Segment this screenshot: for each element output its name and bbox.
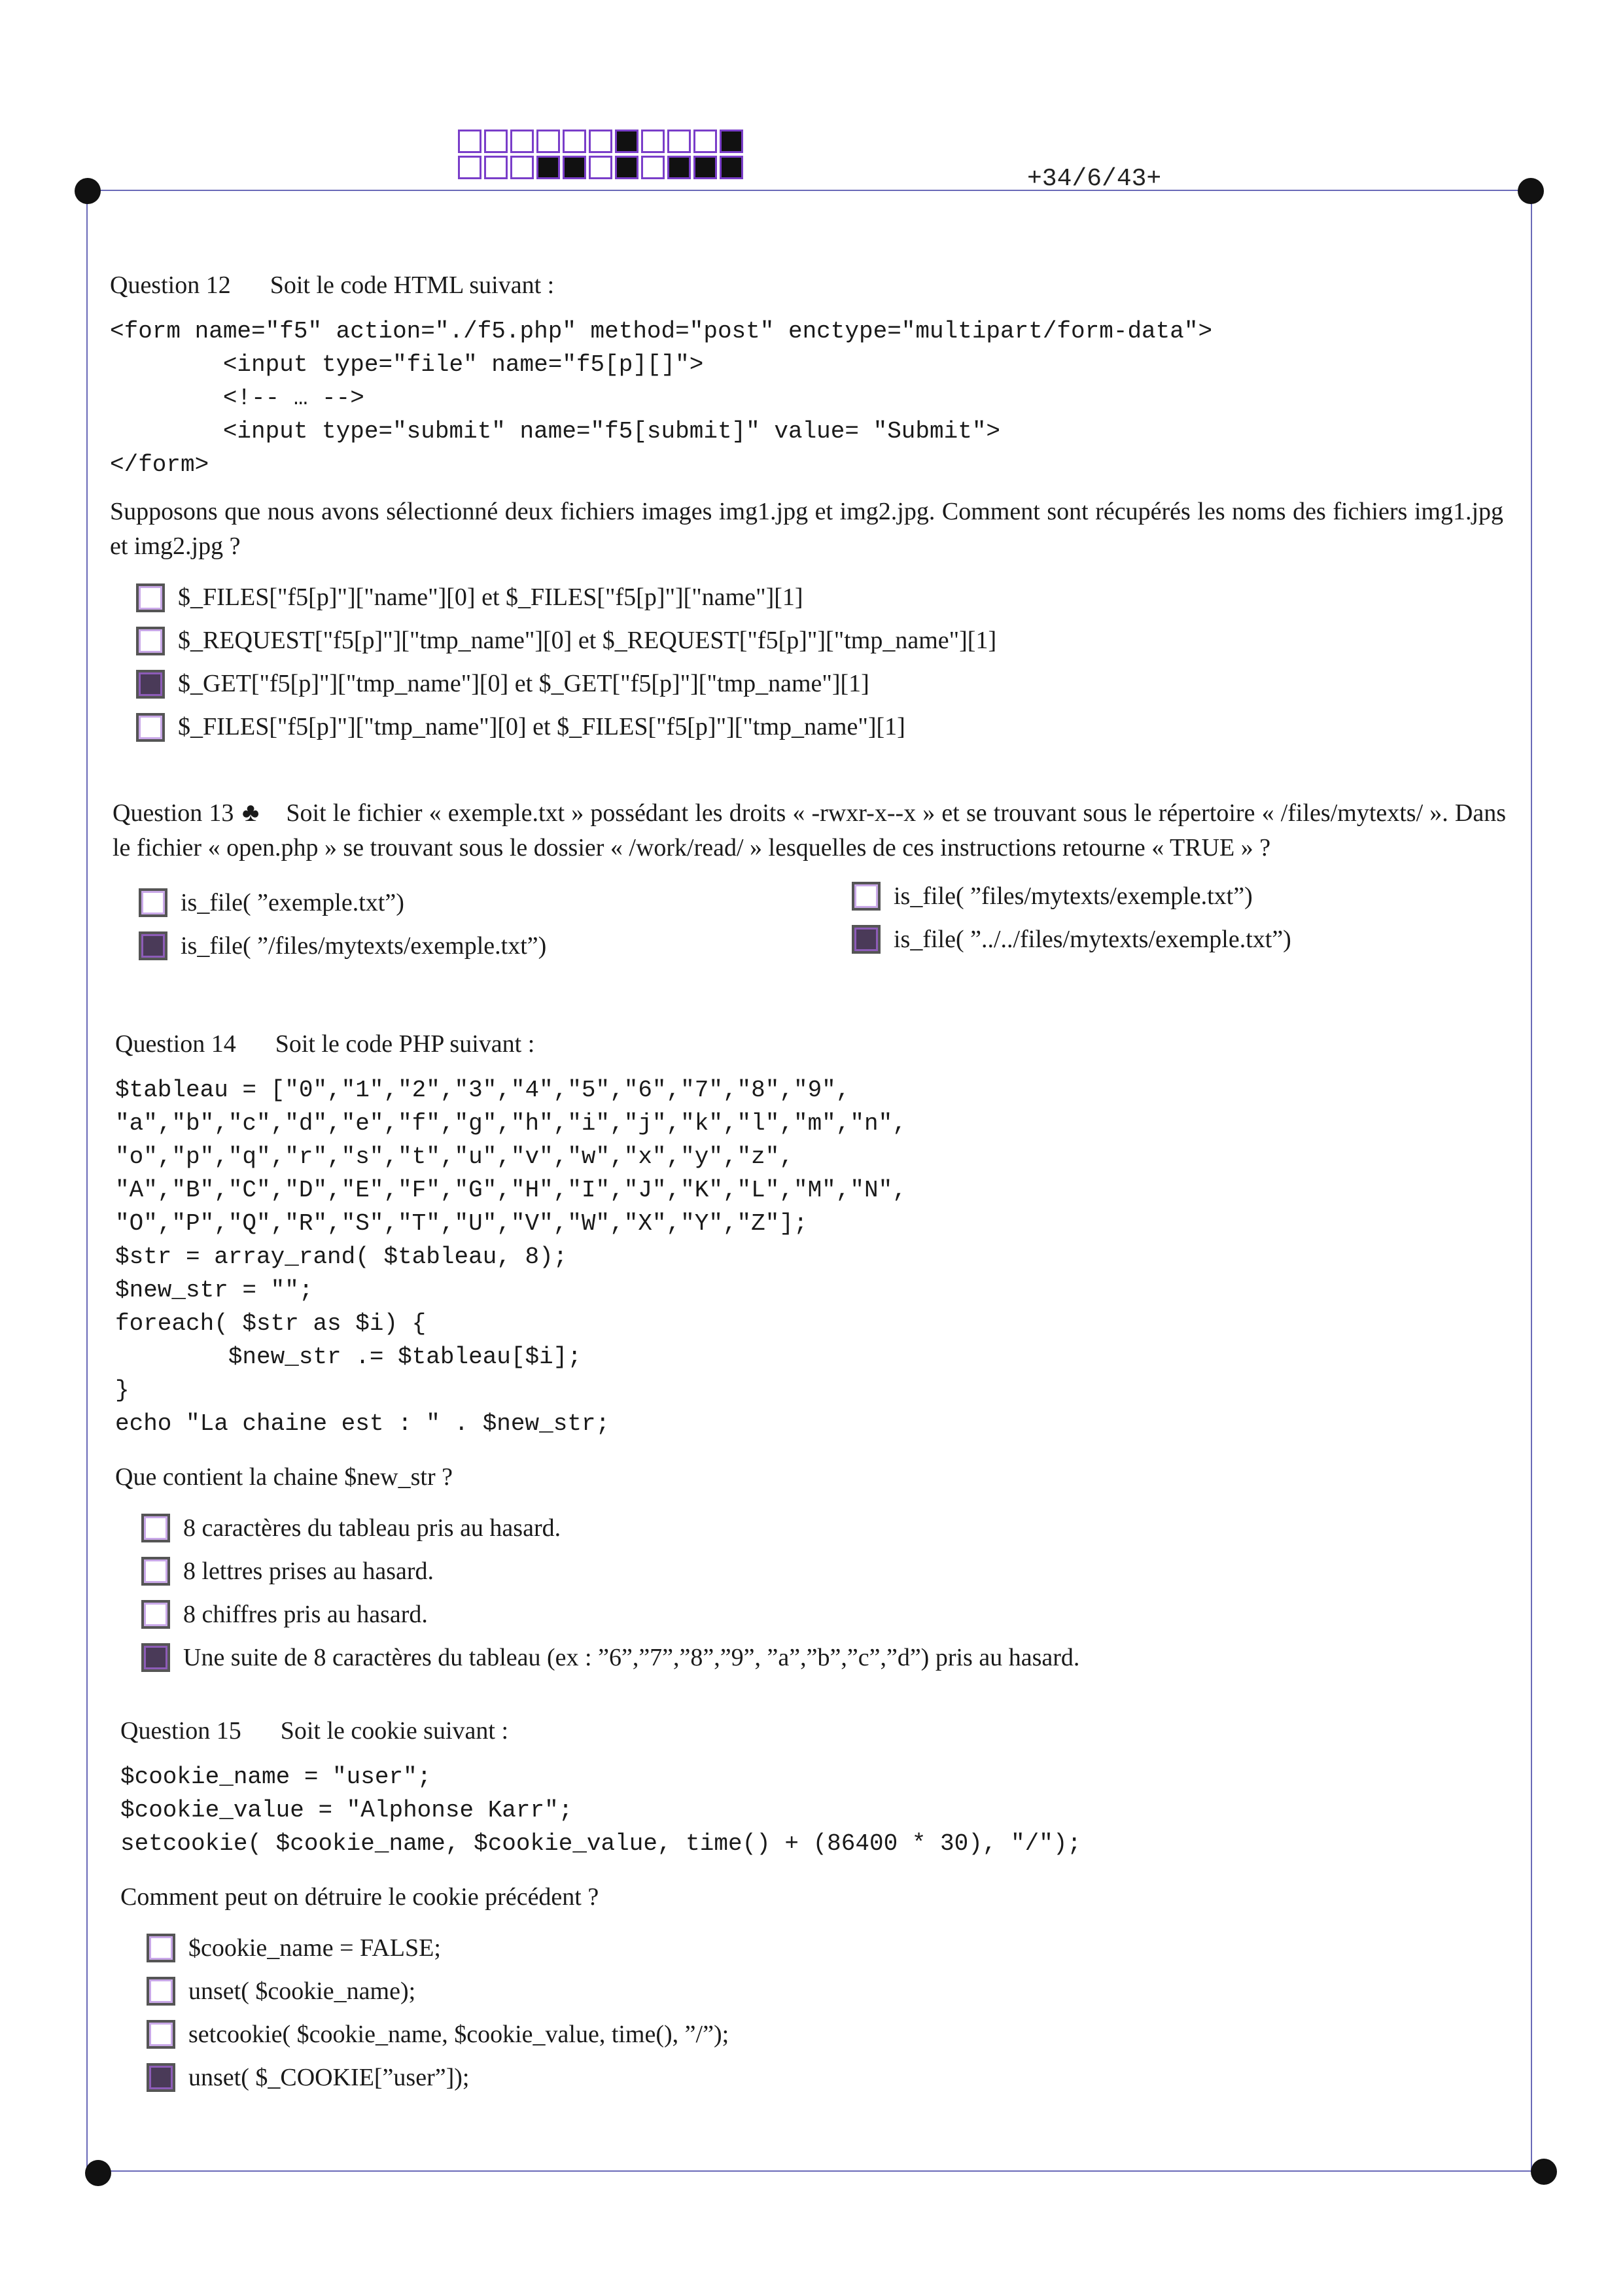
id-mark-cell xyxy=(641,130,665,153)
id-mark-cell xyxy=(458,156,481,179)
answer-option[interactable] xyxy=(139,881,852,924)
answer-label: 8 lettres prises au hasard. xyxy=(183,1557,434,1585)
checkbox[interactable] xyxy=(141,1557,170,1586)
question-number: Question 15 xyxy=(120,1717,241,1745)
answer-label: $_FILES["f5[p]"]["name"][0] et $_FILES["f5[p]"]["name"][1] xyxy=(178,583,803,611)
code-block: $cookie_name = "user"; $cookie_value = "Alphonse Karr"; setcookie( $cookie_name, $cookie_value, time() + (86400 * 30), "/"); xyxy=(120,1764,1082,1858)
question-text: Que contient la chaine $new_str ? xyxy=(115,1463,453,1491)
club-icon: ♣ xyxy=(241,797,260,827)
corner-mark-bottom-right xyxy=(1531,2159,1557,2185)
answer-option[interactable] xyxy=(136,576,1503,619)
question-intro: Soit le cookie suivant : xyxy=(280,1717,509,1745)
id-mark-cell xyxy=(510,130,534,153)
id-mark-cell xyxy=(615,130,638,153)
answer-label: $cookie_name = FALSE; xyxy=(188,1934,441,1962)
answer-option[interactable] xyxy=(147,2056,1514,2099)
question-14 xyxy=(115,1027,1509,1679)
id-mark-cell xyxy=(589,130,612,153)
answer-label: is_file( ”exemple.txt”) xyxy=(181,888,404,916)
answer-label: 8 caractères du tableau pris au hasard. xyxy=(183,1514,561,1542)
answer-option[interactable] xyxy=(147,1970,1514,2013)
id-mark-cell xyxy=(563,130,586,153)
question-text: Supposons que nous avons sélectionné deux fichiers images img1.jpg et img2.jpg. Comment sont récupérés les noms des fichiers img1.jpg et img2.jpg ? xyxy=(110,498,1503,561)
answer-label: $_GET["f5[p]"]["tmp_name"][0] et $_GET["f5[p]"]["tmp_name"][1] xyxy=(178,669,869,697)
answer-option[interactable] xyxy=(136,706,1503,749)
question-intro: Soit le fichier « exemple.txt » possédant les droits « -rwxr-x--x » et se trouvant sous le répertoire « /files/mytexts/ ». Dans le fichier « open.php » se trouvant sous le dossier « /work/read/ » lesquelles de ces instructions retourne « TRUE » ? xyxy=(113,799,1507,862)
answer-list xyxy=(141,1506,1509,1679)
answer-label: setcookie( $cookie_name, $cookie_value, time(), ”/”); xyxy=(188,2020,729,2048)
question-number: Question 14 xyxy=(115,1030,236,1058)
checkbox[interactable] xyxy=(147,1934,175,1962)
id-mark-cell xyxy=(536,130,560,153)
answer-option[interactable] xyxy=(852,875,1565,918)
answer-option[interactable] xyxy=(141,1550,1509,1593)
answer-label: is_file( ”/files/mytexts/exemple.txt”) xyxy=(181,931,547,960)
id-marks xyxy=(458,130,746,182)
answer-label: unset( $_COOKIE[”user”]); xyxy=(188,2063,470,2091)
id-mark-cell xyxy=(720,130,743,153)
id-mark-cell xyxy=(536,156,560,179)
answer-option[interactable] xyxy=(141,1506,1509,1550)
id-mark-cell xyxy=(484,156,508,179)
id-mark-cell xyxy=(589,156,612,179)
question-12 xyxy=(110,268,1503,749)
question-13 xyxy=(113,794,1565,967)
id-mark-row-1 xyxy=(458,130,746,153)
checkbox[interactable] xyxy=(136,713,165,742)
answer-list xyxy=(136,576,1503,749)
answer-label: unset( $cookie_name); xyxy=(188,1977,416,2005)
answer-option[interactable] xyxy=(139,924,852,967)
answer-grid xyxy=(139,881,1565,967)
answer-option[interactable] xyxy=(141,1636,1509,1679)
corner-mark-top-right xyxy=(1518,178,1544,204)
checkbox[interactable] xyxy=(139,888,167,917)
question-intro: Soit le code PHP suivant : xyxy=(275,1030,535,1058)
answer-option[interactable] xyxy=(136,619,1503,663)
id-mark-cell xyxy=(693,156,717,179)
corner-mark-bottom-left xyxy=(85,2160,111,2186)
code-block: <form name="f5" action="./f5.php" method="post" enctype="multipart/form-data"> <input type="file" name="f5[p][]"> <!-- … --> <input type="submit" name="f5[submit]" value= "Submit"> </form> xyxy=(110,318,1213,479)
code-block: $tableau = ["0","1","2","3","4","5","6","7","8","9", "a","b","c","d","e","f","g","h","i","j","k","l","m","n", "o","p","q","r","s","t","u","v","w","x","y","z", "A","B","C","D","E","F","G","H","I","J","K","L","M","N", "O","P","Q","R","S","T","U","V","W","X","Y","Z"]; $str = array_rand( $tableau, 8); $new_str = ""; foreach( $str as $i) { $new_str .= $tableau[$i]; } echo "La chaine est : " . $new_str; xyxy=(115,1077,907,1438)
id-mark-cell xyxy=(667,130,691,153)
answer-option[interactable] xyxy=(136,663,1503,706)
id-mark-cell xyxy=(720,156,743,179)
checkbox[interactable] xyxy=(141,1643,170,1672)
question-number: Question 12 xyxy=(110,271,231,299)
answer-option[interactable] xyxy=(147,2013,1514,2056)
id-mark-row-2 xyxy=(458,156,746,179)
answer-list xyxy=(147,1926,1514,2099)
answer-label: Une suite de 8 caractères du tableau (ex : ”6”,”7”,”8”,”9”, ”a”,”b”,”c”,”d”) pris au hasard. xyxy=(183,1643,1080,1671)
answer-option[interactable] xyxy=(852,918,1565,961)
id-mark-cell xyxy=(484,130,508,153)
checkbox[interactable] xyxy=(147,2063,175,2092)
checkbox[interactable] xyxy=(141,1514,170,1542)
answer-label: $_REQUEST["f5[p]"]["tmp_name"][0] et $_REQUEST["f5[p]"]["tmp_name"][1] xyxy=(178,626,997,654)
question-intro: Soit le code HTML suivant : xyxy=(270,271,555,299)
answer-label: $_FILES["f5[p]"]["tmp_name"][0] et $_FILES["f5[p]"]["tmp_name"][1] xyxy=(178,712,905,740)
answer-label: is_file( ”../../files/mytexts/exemple.txt”) xyxy=(894,925,1291,953)
id-mark-cell xyxy=(693,130,717,153)
checkbox[interactable] xyxy=(147,2020,175,2049)
checkbox[interactable] xyxy=(147,1977,175,2006)
id-mark-cell xyxy=(641,156,665,179)
answer-option[interactable] xyxy=(147,1926,1514,1970)
answer-label: 8 chiffres pris au hasard. xyxy=(183,1600,428,1628)
question-15 xyxy=(120,1714,1514,2099)
id-mark-cell xyxy=(667,156,691,179)
checkbox[interactable] xyxy=(136,583,165,612)
checkbox[interactable] xyxy=(852,882,881,911)
question-text xyxy=(113,794,1506,865)
corner-mark-top-left xyxy=(75,178,101,204)
id-mark-cell xyxy=(563,156,586,179)
page-reference: +34/6/43+ xyxy=(1027,165,1162,193)
checkbox[interactable] xyxy=(139,931,167,960)
question-number: Question 13 xyxy=(113,799,234,827)
checkbox[interactable] xyxy=(136,670,165,699)
checkbox[interactable] xyxy=(852,925,881,954)
question-text: Comment peut on détruire le cookie précédent ? xyxy=(120,1883,599,1911)
checkbox[interactable] xyxy=(141,1600,170,1629)
id-mark-cell xyxy=(458,130,481,153)
id-mark-cell xyxy=(510,156,534,179)
checkbox[interactable] xyxy=(136,627,165,655)
answer-label: is_file( ”files/mytexts/exemple.txt”) xyxy=(894,882,1253,910)
id-mark-cell xyxy=(615,156,638,179)
answer-option[interactable] xyxy=(141,1593,1509,1636)
